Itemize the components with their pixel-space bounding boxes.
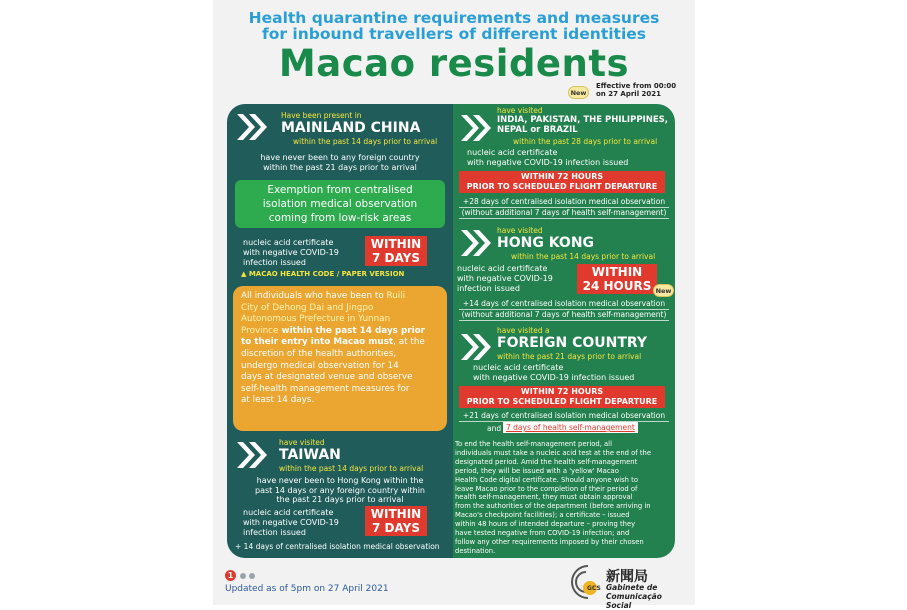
updated-timestamp: Updated as of 5pm on 27 April 2021 bbox=[225, 584, 389, 594]
logo-pt-2: Comunicação Social bbox=[606, 592, 662, 610]
effective-date: Effective from 00:00 on 27 April 2021 bbox=[596, 82, 677, 98]
taiwan-cond: have never been to Hong Kong within the past 14 days or any foreign country within the past 21 days prior to arrival bbox=[254, 476, 425, 504]
page-dot[interactable] bbox=[240, 573, 246, 579]
hongkong-cert: nucleic acid certificate with negative COVID-19 infection issued bbox=[457, 264, 553, 293]
hongkong-heading: HONG KONG bbox=[497, 235, 595, 251]
india-extra-2: (without additional 7 days of health self-management) bbox=[461, 208, 667, 217]
chevron-right-icon bbox=[459, 113, 495, 143]
chevron-right-icon bbox=[235, 440, 271, 470]
foreign-sub: within the past 21 days prior to arrival bbox=[497, 352, 642, 361]
new-badge: New bbox=[568, 86, 589, 99]
india-pre: have visited bbox=[497, 106, 543, 115]
page-dot[interactable] bbox=[249, 573, 255, 579]
taiwan-pre: have visited bbox=[279, 438, 325, 447]
mainland-cert: nucleic acid certificate with negative COVID-19 infection issued bbox=[243, 238, 339, 267]
foreign-and: and bbox=[487, 424, 502, 433]
header-line-1: Health quarantine requirements and measures bbox=[248, 9, 660, 27]
foreign-red-box: WITHIN 72 HOURS PRIOR TO SCHEDULED FLIGHT DEPARTURE bbox=[459, 386, 665, 408]
chevron-right-icon bbox=[459, 332, 495, 362]
taiwan-heading: TAIWAN bbox=[279, 447, 341, 463]
hongkong-pre: have visited bbox=[497, 226, 543, 235]
foreign-heading: FOREIGN COUNTRY bbox=[497, 335, 648, 351]
taiwan-sub: within the past 14 days prior to arrival bbox=[279, 464, 424, 473]
taiwan-within-box: WITHIN 7 DAYS bbox=[365, 506, 427, 536]
foreign-extra-1: +21 days of centralised isolation medical observation bbox=[462, 411, 666, 420]
logo-chinese: 新聞局 bbox=[606, 569, 648, 585]
india-cert: nucleic acid certificate with negative COVID-19 infection issued bbox=[467, 148, 629, 167]
india-sub: within the past 28 days prior to arrival bbox=[513, 137, 658, 146]
page-dot-active[interactable]: 1 bbox=[225, 570, 236, 581]
india-red-box: WITHIN 72 HOURS PRIOR TO SCHEDULED FLIGHT DEPARTURE bbox=[459, 171, 665, 193]
taiwan-extra: + 14 days of centralised isolation medical observation bbox=[235, 542, 440, 551]
mainland-pre: Have been present in bbox=[281, 111, 362, 120]
poster bbox=[213, 0, 695, 610]
divider bbox=[459, 320, 669, 321]
hongkong-extra-2: (without additional 7 days of health self-management) bbox=[461, 310, 667, 319]
ruili-text: All individuals who have been to Ruili City of Dehong Dai and Jingpo Autonomous Prefecture in Yunnan Province within the past 14 days prior to their entry into Macao must, at the discretion of the health authorities, undergo medical observation for 14 days at designated venue and observe self-health management measures for at least 14 days. bbox=[241, 291, 426, 406]
chevron-right-icon bbox=[235, 112, 271, 142]
mainland-cond-1: have never been to any foreign country bbox=[260, 153, 420, 162]
foreign-cert: nucleic acid certificate with negative COVID-19 infection issued bbox=[473, 363, 635, 382]
gcs-logo-mark-icon bbox=[568, 562, 598, 602]
foreign-pre: have visited a bbox=[497, 326, 550, 335]
hongkong-within-box: WITHIN 24 HOURS bbox=[577, 264, 657, 294]
self-management-note: To end the health self-management period, all individuals must take a nucleic acid test at the end of the designated period. Amid the health self-management period, they will be issued with a 'yellow' Macao Health Code digital certificate. Should anyone wish to leave Macao prior to the completion of their period of health self-management, they must obtain approval from the authorities of the department (before arriving in Macao's checkpoint facilities); a certificate – issued within 48 hours of intended departure – proving they have tested negative from COVID-19 infection; and follow any other requirements imposed by their chosen destination. bbox=[455, 440, 651, 555]
india-extra-1: +28 days of centralised isolation medical observation bbox=[462, 197, 666, 206]
mainland-cond-2: within the past 21 days prior to arrival bbox=[263, 163, 417, 172]
hongkong-extra-1: +14 days of centralised isolation medical observation bbox=[462, 299, 666, 308]
foreign-self-management: 7 days of health self-management bbox=[503, 422, 638, 433]
header-line-2: for inbound travellers of different identities bbox=[261, 25, 647, 43]
india-heading: INDIA, PAKISTAN, THE PHILIPPINES, NEPAL or BRAZIL bbox=[497, 115, 668, 135]
logo-pt-1: Gabinete de bbox=[606, 583, 658, 592]
taiwan-cert: nucleic acid certificate with negative COVID-19 infection issued bbox=[243, 508, 339, 537]
new-badge: New bbox=[653, 284, 674, 297]
chevron-right-icon bbox=[459, 228, 495, 258]
mainland-sub: within the past 14 days prior to arrival bbox=[293, 137, 438, 146]
exemption-box: Exemption from centralised isolation medical observation coming from low-risk areas bbox=[235, 180, 445, 228]
mainland-within-box: WITHIN 7 DAYS bbox=[365, 236, 427, 266]
mainland-heading: MAINLAND CHINA bbox=[281, 120, 421, 136]
health-code-note: ▲ MACAO HEALTH CODE / PAPER VERSION bbox=[241, 270, 405, 278]
divider bbox=[459, 218, 669, 219]
page-title: Macao residents bbox=[278, 42, 630, 85]
hongkong-sub: within the past 14 days prior to arrival bbox=[511, 252, 656, 261]
gcs-logo: GCS 新聞局 Gabinete de Comunicação Social bbox=[568, 562, 688, 602]
